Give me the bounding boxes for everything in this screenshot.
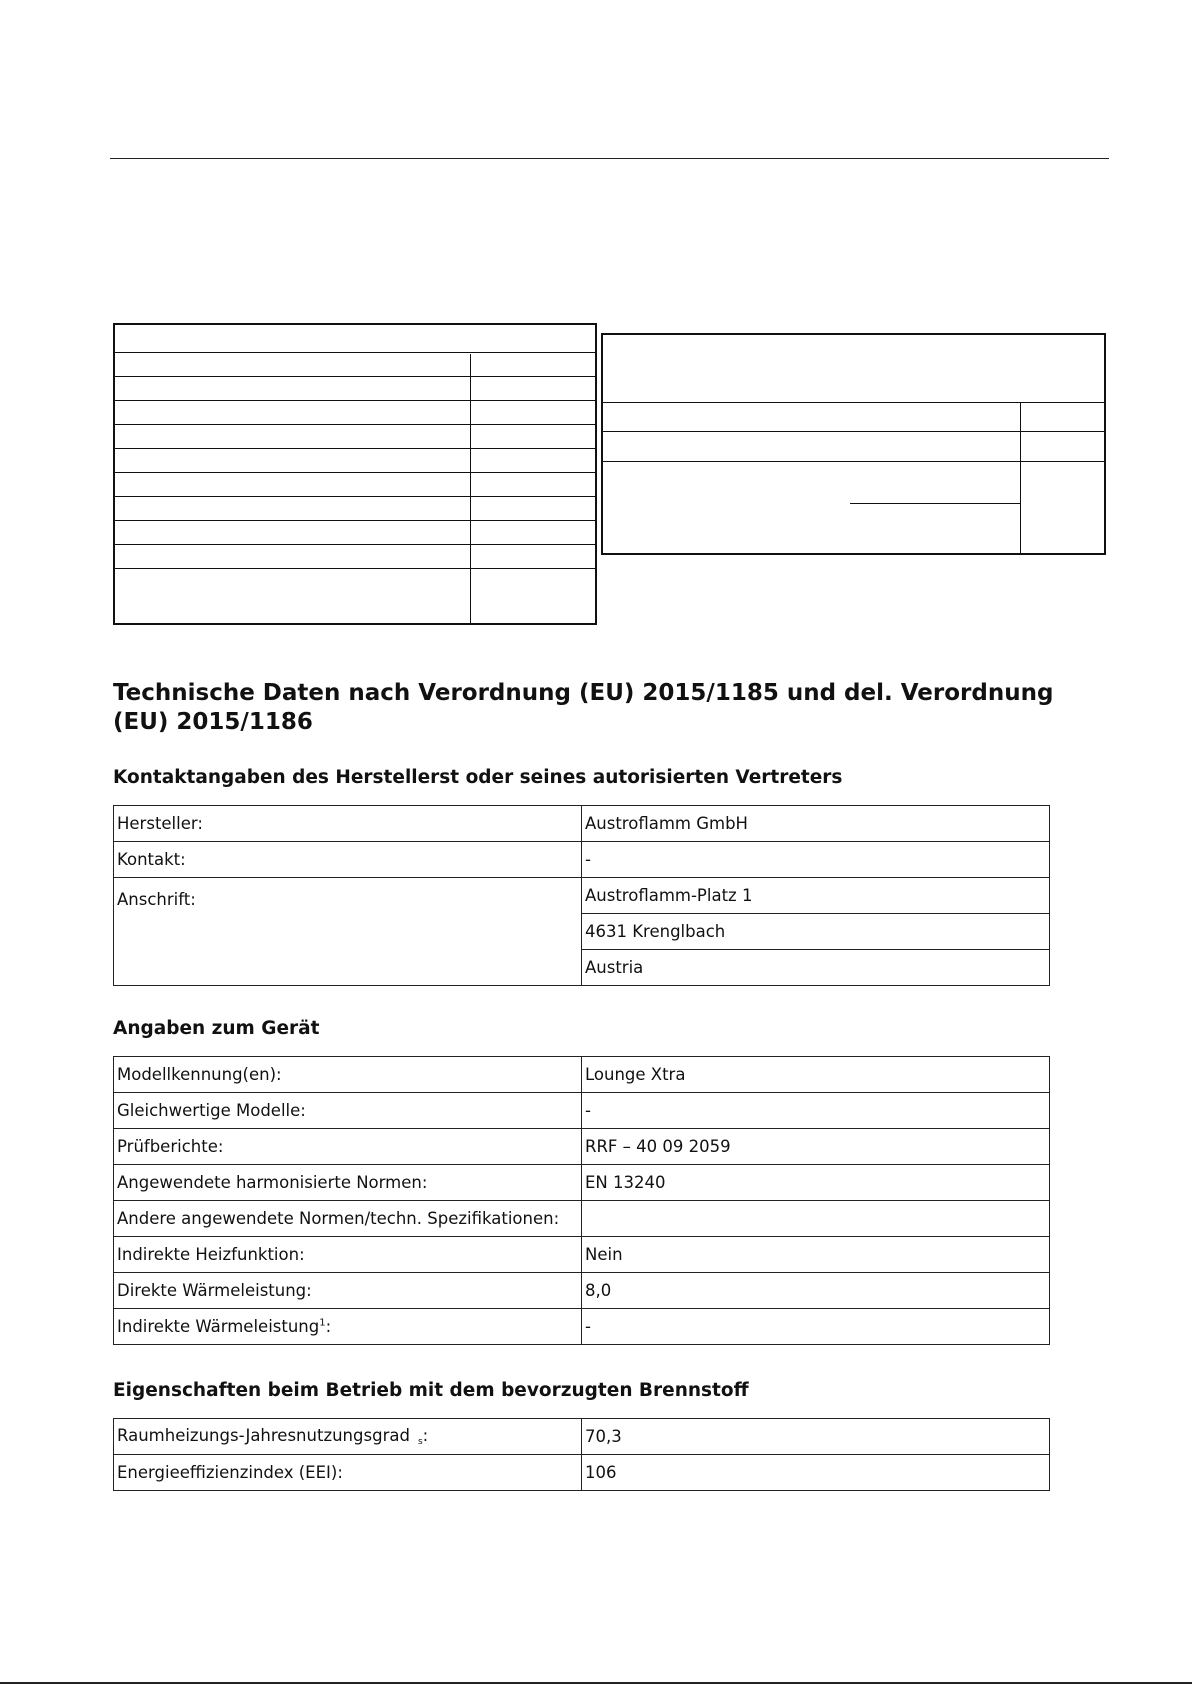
table-row [114,1419,1050,1455]
manufacturer-label: Hersteller: [114,806,582,842]
table-row [114,1455,1050,1491]
table-row [114,1165,1050,1201]
device-value: - [582,1093,1050,1129]
device-value: - [582,1309,1050,1345]
table-row [114,878,1050,914]
header-rule [110,158,1109,159]
table-row [114,1309,1050,1345]
address-line-3: Austria [582,950,1050,986]
table-row [114,1129,1050,1165]
device-label-text: Indirekte Wärmeleistung [117,1317,320,1336]
address-label: Anschrift: [114,878,582,986]
table-row [114,806,1050,842]
blank-table-right [601,333,1106,555]
label-suffix: : [422,1426,429,1445]
table-row [114,1273,1050,1309]
fuel-label: Energieeffizienzindex (EEI): [114,1455,582,1491]
device-table [113,1056,1050,1345]
label-suffix: : [325,1317,332,1336]
subscript-marker: s [417,1437,423,1447]
device-value: EN 13240 [582,1165,1050,1201]
manufacturer-value: Austroflamm GmbH [582,806,1050,842]
device-label: Andere angewendete Normen/techn. Spezifikationen: [114,1201,582,1237]
contact-label: Kontakt: [114,842,582,878]
contact-value: - [582,842,1050,878]
device-label: Prüfberichte: [114,1129,582,1165]
section-heading-device: Angaben zum Gerät [113,1018,320,1039]
device-value: Lounge Xtra [582,1057,1050,1093]
address-line-1: Austroflamm-Platz 1 [582,878,1050,914]
contact-table [113,805,1050,986]
fuel-value: 106 [582,1455,1050,1491]
device-value: Nein [582,1237,1050,1273]
document-title: Technische Daten nach Verordnung (EU) 2015/1185 und del. Verordnung (EU) 2015/1186 [113,680,1054,735]
table-row [114,1057,1050,1093]
device-value: 8,0 [582,1273,1050,1309]
address-line-2: 4631 Krenglbach [582,914,1050,950]
table-row [114,842,1050,878]
fuel-table [113,1418,1050,1491]
device-value: RRF – 40 09 2059 [582,1129,1050,1165]
device-value [582,1201,1050,1237]
device-label: Gleichwertige Modelle: [114,1093,582,1129]
device-label: Indirekte Heizfunktion: [114,1237,582,1273]
section-heading-fuel: Eigenschaften beim Betrieb mit dem bevorzugten Brennstoff [113,1380,749,1401]
table-row [114,1237,1050,1273]
fuel-label [114,1419,582,1455]
fuel-value: 70,3 [582,1419,1050,1455]
fuel-label-text: Raumheizungs-Jahresnutzungsgrad [117,1426,410,1445]
device-label [114,1309,582,1345]
device-label: Modellkennung(en): [114,1057,582,1093]
table-row [114,1201,1050,1237]
table-row [114,1093,1050,1129]
device-label: Angewendete harmonisierte Normen: [114,1165,582,1201]
footnote-marker: 1 [319,1317,326,1329]
section-heading-contact: Kontaktangaben des Herstellerst oder seines autorisierten Vertreters [113,767,843,788]
device-label: Direkte Wärmeleistung: [114,1273,582,1309]
blank-table-left [113,323,597,625]
